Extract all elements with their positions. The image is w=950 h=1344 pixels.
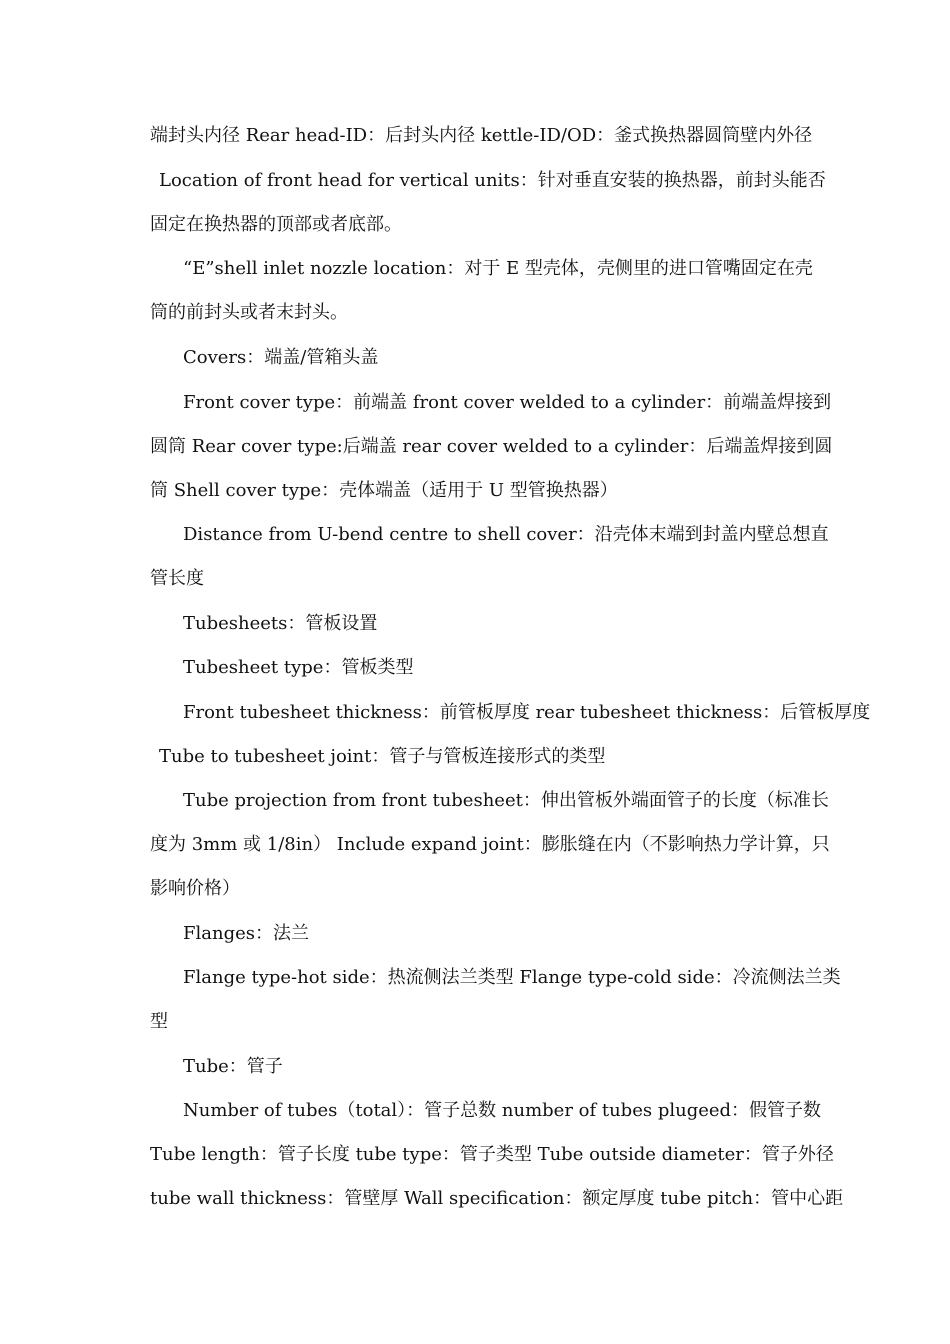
text-line-10: Distance from U-bend centre to shell cover：沿壳体末端到封盖内壁总想直 (183, 524, 829, 545)
text-line-23: Number of tubes（total）：管子总数 number of tubes plugeed：假管子数 (183, 1100, 822, 1121)
text-line-3: 固定在换热器的顶部或者底部。 (150, 214, 402, 235)
text-line-17: 度为 3mm 或 1/8in） Include expand joint：膨胀缝在内（不影响热力学计算，只 (150, 834, 830, 855)
text-line-11: 管长度 (150, 568, 204, 589)
text-line-15: Tube to tubesheet joint：管子与管板连接形式的类型 (159, 746, 606, 767)
text-line-13: Tubesheet type：管板类型 (183, 657, 414, 678)
text-line-18: 影响价格） (150, 878, 240, 899)
text-line-25: tube wall thickness：管壁厚 Wall specification：额定厚度 tube pitch：管中心距 (150, 1188, 844, 1209)
text-line-20: Flange type-hot side：热流侧法兰类型 Flange type-cold side：冷流侧法兰类 (183, 967, 841, 988)
text-line-7: Front cover type：前端盖 front cover welded to a cylinder：前端盖焊接到 (183, 392, 832, 413)
text-line-9: 筒 Shell cover type：壳体端盖（适用于 U 型管换热器） (150, 480, 618, 501)
text-line-1: 端封头内径 Rear head-ID：后封头内径 kettle-ID/OD：釜式换热器圆筒壁内外径 (150, 125, 813, 146)
section-heading-covers: Covers：端盖/管箱头盖 (183, 347, 379, 368)
text-line-14: Front tubesheet thickness：前管板厚度 rear tubesheet thickness：后管板厚度 (183, 702, 871, 723)
text-line-2: Location of front head for vertical units：针对垂直安装的换热器，前封头能否 (159, 170, 826, 191)
text-line-24: Tube length：管子长度 tube type：管子类型 Tube outside diameter：管子外径 (150, 1144, 834, 1165)
section-heading-flanges: Flanges：法兰 (183, 923, 309, 944)
text-line-4: “E”shell inlet nozzle location：对于 E 型壳体，壳侧里的进口管嘴固定在壳 (183, 258, 813, 279)
section-heading-tubesheets: Tubesheets：管板设置 (183, 613, 378, 634)
section-heading-tube: Tube：管子 (183, 1056, 283, 1077)
text-line-5: 筒的前封头或者末封头。 (150, 302, 348, 323)
text-line-16: Tube projection from front tubesheet：伸出管板外端面管子的长度（标准长 (183, 790, 829, 811)
text-line-21: 型 (150, 1011, 168, 1032)
text-line-8: 圆筒 Rear cover type:后端盖 rear cover welded to a cylinder：后端盖焊接到圆 (150, 436, 833, 457)
